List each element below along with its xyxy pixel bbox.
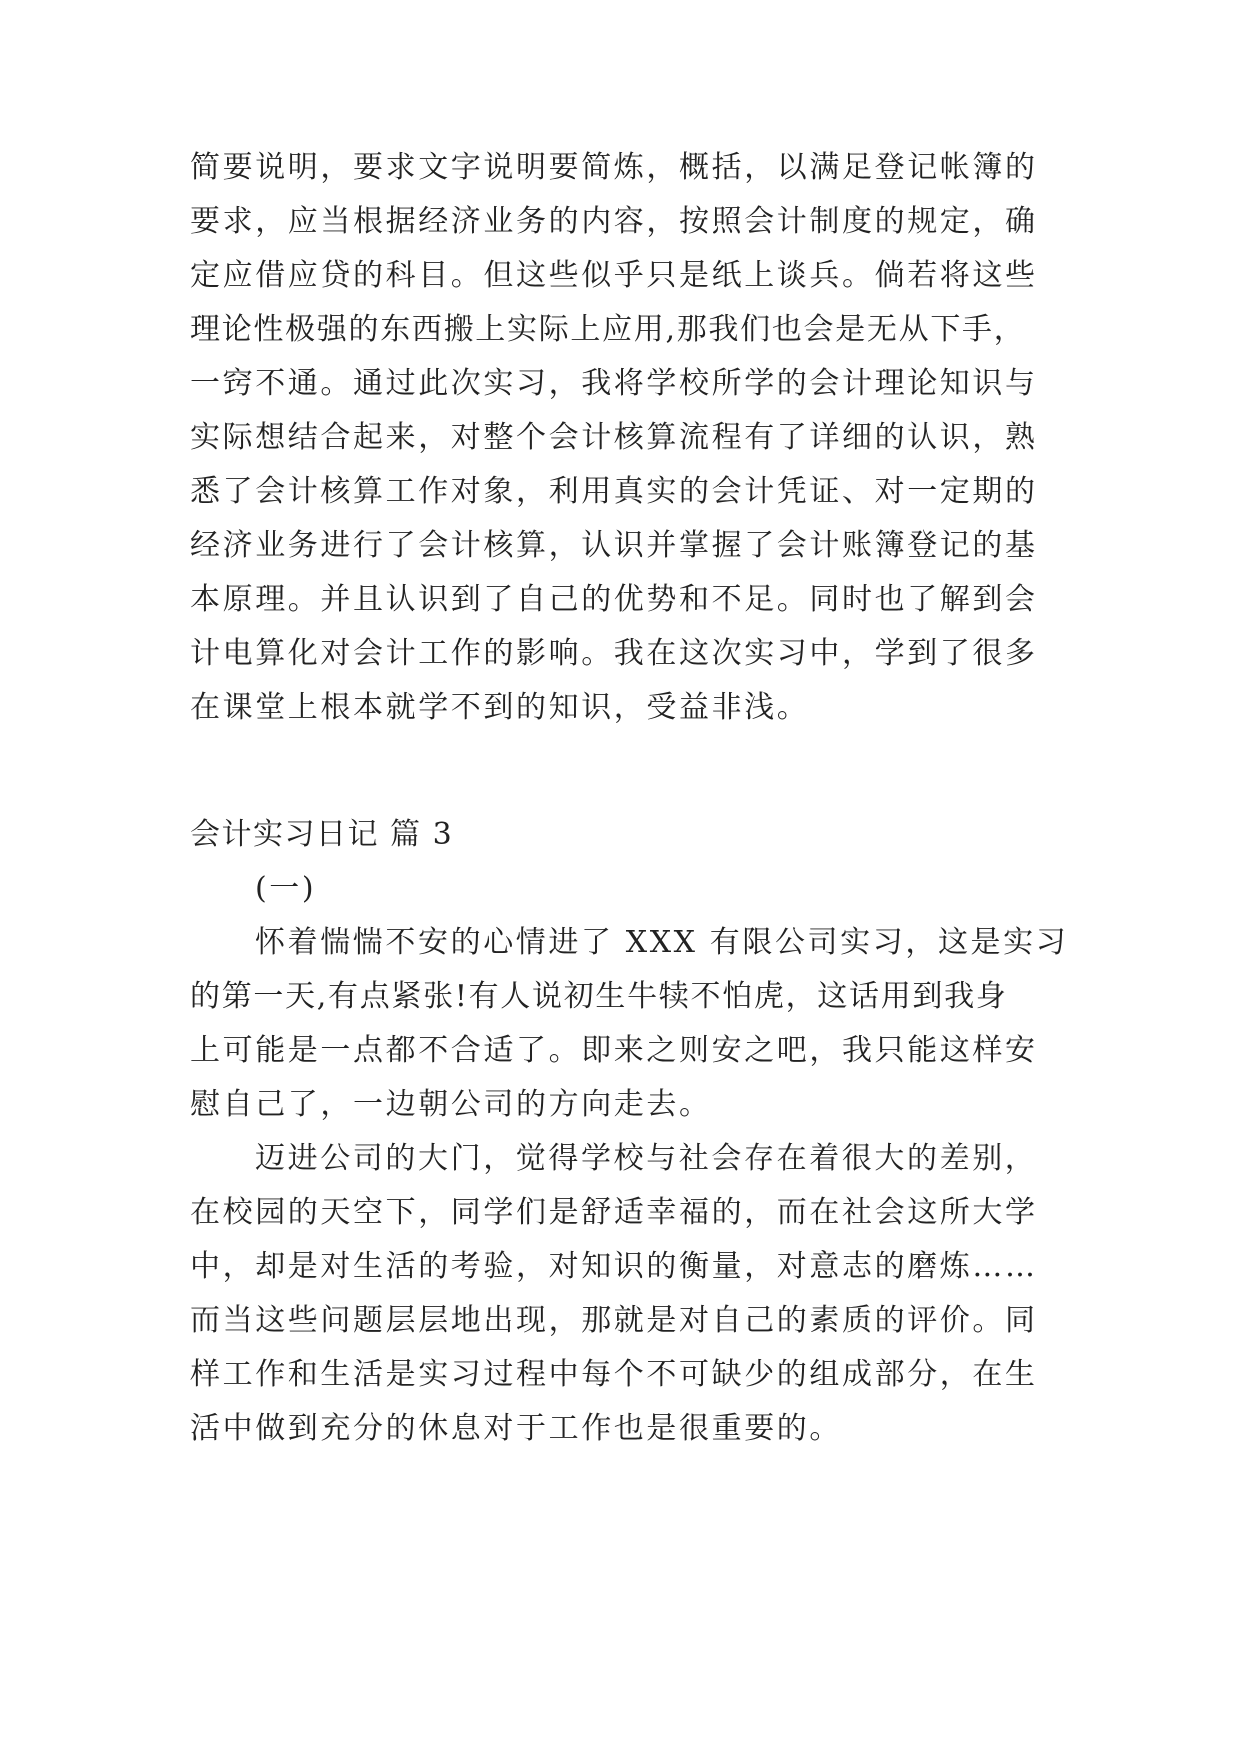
paragraph-3-line-4: 而当这些问题层层地出现，那就是对自己的素质的评价。同 xyxy=(190,1303,1038,1338)
paragraph-3-line-2: 在校园的天空下，同学们是舒适幸福的，而在社会这所大学 xyxy=(190,1195,1038,1230)
paragraph-1-line-1: 简要说明，要求文字说明要简炼，概括，以满足登记帐簿的 xyxy=(190,150,1038,185)
paragraph-1-line-3: 定应借应贷的科目。但这些似乎只是纸上谈兵。倘若将这些 xyxy=(190,258,1038,293)
paragraph-3-line-5: 样工作和生活是实习过程中每个不可缺少的组成部分，在生 xyxy=(190,1357,1038,1392)
paragraph-3-line-1: 迈进公司的大门，觉得学校与社会存在着很大的差别， xyxy=(255,1141,1038,1176)
paragraph-3-line-3: 中，却是对生活的考验，对知识的衡量，对意志的磨炼…… xyxy=(190,1249,1038,1284)
paragraph-3-line-6: 活中做到充分的休息对于工作也是很重要的。 xyxy=(190,1411,842,1446)
paragraph-1-line-2: 要求，应当根据经济业务的内容，按照会计制度的规定，确 xyxy=(190,204,1038,239)
paragraph-2-line-2: 的第一天,有点紧张!有人说初生牛犊不怕虎，这话用到我身 xyxy=(190,979,1008,1014)
paragraph-1-line-11: 在课堂上根本就学不到的知识，受益非浅。 xyxy=(190,690,810,725)
paragraph-1-line-9: 本原理。并且认识到了自己的优势和不足。同时也了解到会 xyxy=(190,582,1038,617)
paragraph-1-line-5: 一窍不通。通过此次实习，我将学校所学的会计理论知识与 xyxy=(190,366,1038,401)
paragraph-2-line-3: 上可能是一点都不合适了。即来之则安之吧，我只能这样安 xyxy=(190,1033,1038,1068)
paragraph-1-line-7: 悉了会计核算工作对象，利用真实的会计凭证、对一定期的 xyxy=(190,474,1038,509)
subheading: (一) xyxy=(255,871,317,906)
paragraph-2-line-4: 慰自己了，一边朝公司的方向走去。 xyxy=(190,1087,712,1122)
paragraph-1-line-6: 实际想结合起来，对整个会计核算流程有了详细的认识，熟 xyxy=(190,420,1038,455)
paragraph-1-line-10: 计电算化对会计工作的影响。我在这次实习中，学到了很多 xyxy=(190,636,1038,671)
paragraph-2-line-1: 怀着惴惴不安的心情进了 XXX 有限公司实习，这是实习 xyxy=(255,925,1069,960)
paragraph-1-line-8: 经济业务进行了会计核算，认识并掌握了会计账簿登记的基 xyxy=(190,528,1038,563)
paragraph-1-line-4: 理论性极强的东西搬上实际上应用,那我们也会是无从下手， xyxy=(190,312,1026,347)
section-heading: 会计实习日记 篇 3 xyxy=(190,817,454,852)
